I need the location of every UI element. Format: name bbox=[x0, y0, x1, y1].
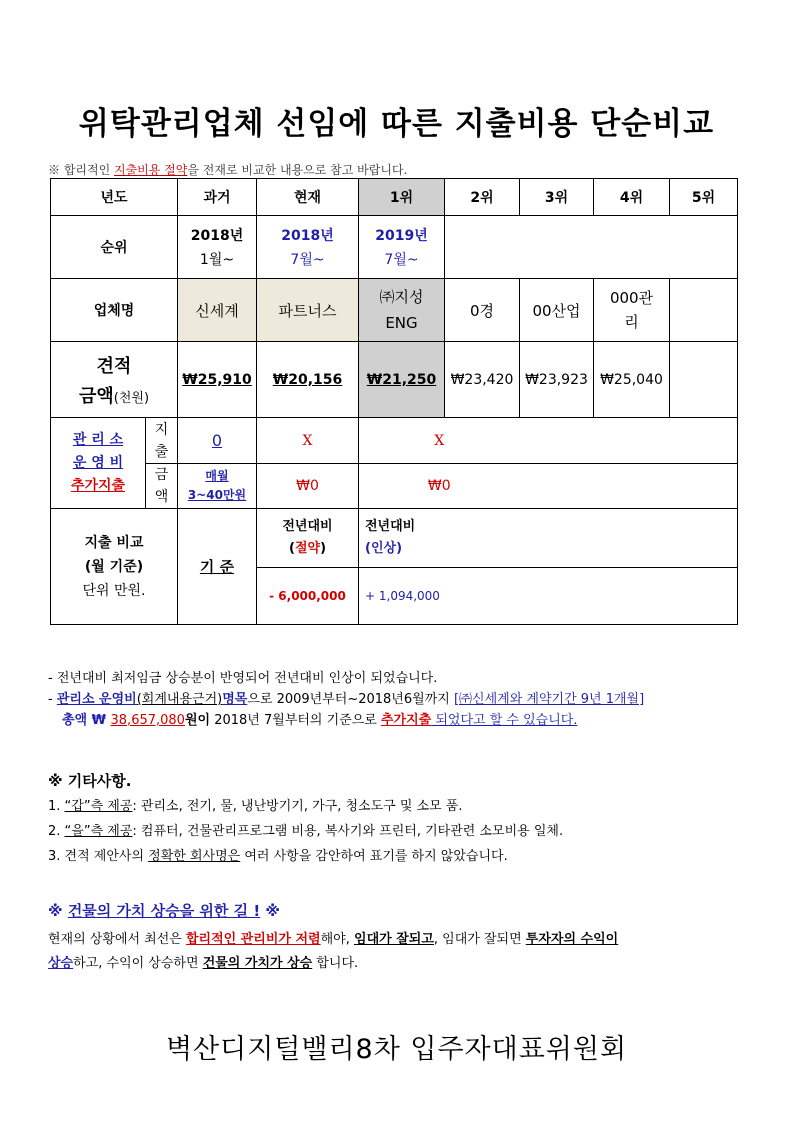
amount-past: 매월 3~40만원 bbox=[178, 464, 257, 509]
firm-label: 업체명 bbox=[51, 279, 178, 342]
compare-save-value: - 6,000,000 bbox=[257, 568, 359, 625]
page-title: 위탁관리업체 선임에 따른 지출비용 단순비교 bbox=[78, 106, 715, 142]
amount-empty bbox=[520, 464, 738, 509]
compare-save-label: 전년대비 (절약) bbox=[257, 509, 359, 568]
etc-list bbox=[48, 794, 563, 869]
etc-item-3: 3. 견적 제안사의 정확한 회사명은 여러 사항을 감안하여 표기를 하지 않았습니다. bbox=[48, 849, 508, 864]
extra-spend-row bbox=[51, 418, 738, 464]
bid-row bbox=[51, 342, 738, 418]
compare-label: 지출 비교 (월 기준) 단위 만원. bbox=[51, 509, 178, 625]
firm-current: 파트너스 bbox=[257, 279, 359, 342]
compare-base: 기 준 bbox=[178, 509, 257, 625]
col-second: 2위 bbox=[445, 179, 520, 216]
extra-amount-row bbox=[51, 464, 738, 509]
rank-empty bbox=[445, 216, 738, 279]
amount-current: ₩0 bbox=[257, 464, 359, 509]
etc-title: ※ 기타사항. bbox=[48, 772, 132, 790]
spend-empty bbox=[520, 418, 738, 464]
footer-signature: 벽산디지털밸리8차 입주자대표위원회 bbox=[165, 1034, 628, 1065]
notes bbox=[48, 668, 748, 731]
etc-item-1: 1. “갑”측 제공: 관리소, 전기, 물, 냉난방기기, 가구, 청소도구 및 소모 품. bbox=[48, 799, 463, 814]
firm-fifth bbox=[670, 279, 738, 342]
bid-label: 견적 금액(천원) bbox=[51, 342, 178, 418]
bid-third: ₩23,923 bbox=[520, 342, 594, 418]
bid-fifth bbox=[670, 342, 738, 418]
spend-current: X bbox=[257, 418, 359, 464]
etc-item-2: 2. “을”측 제공: 컴퓨터, 건물관리프로그램 비용, 복사기와 프린터, 기타관련 소모비용 일체. bbox=[48, 824, 564, 839]
col-first: 1위 bbox=[359, 179, 445, 216]
closing-paragraph: 현재의 상황에서 최선은 합리적인 관리비가 저렴해야, 임대가 잘되고, 임대가 잘되면 투자자의 수익이 상승하고, 수익이 상승하면 건물의 가치가 상승 합니다. bbox=[48, 932, 619, 971]
rank-label: 순위 bbox=[51, 216, 178, 279]
note-line-1: - 전년대비 최저임금 상승분이 반영되어 전년대비 인상이 되었습니다. bbox=[48, 671, 438, 686]
spend-first: X bbox=[359, 418, 520, 464]
year-label: 년도 bbox=[51, 179, 178, 216]
spend-label: 지 출 bbox=[146, 418, 178, 464]
firm-fourth: 000관 리 bbox=[594, 279, 670, 342]
firm-second: 0경 bbox=[445, 279, 520, 342]
firm-first: ㈜지성 ENG bbox=[359, 279, 445, 342]
rank-past: 2018년 1월~ bbox=[178, 216, 257, 279]
firm-past: 신세계 bbox=[178, 279, 257, 342]
header-row bbox=[51, 179, 738, 216]
bid-past: ₩25,910 bbox=[178, 342, 257, 418]
compare-raise-value: + 1,094,000 bbox=[359, 568, 738, 625]
bid-fourth: ₩25,040 bbox=[594, 342, 670, 418]
col-fourth: 4위 bbox=[594, 179, 670, 216]
col-past: 과거 bbox=[178, 179, 257, 216]
extra-label: 관 리 소 운 영 비 추가지출 bbox=[51, 418, 146, 509]
firm-row bbox=[51, 279, 738, 342]
note-line-3: 총액 ₩ 38,657,080원이 2018년 7월부터의 기준으로 추가지출 되었다고 할 수 있습니다. bbox=[62, 713, 578, 728]
spend-past: 0 bbox=[178, 418, 257, 464]
bid-first: ₩21,250 bbox=[359, 342, 445, 418]
col-third: 3위 bbox=[520, 179, 594, 216]
rank-row bbox=[51, 216, 738, 279]
amount-first: ₩0 bbox=[359, 464, 520, 509]
firm-third: 00산업 bbox=[520, 279, 594, 342]
comparison-table bbox=[50, 178, 738, 625]
note-line-2: - 관리소 운영비(회계내용근거)명목으로 2009년부터~2018년6월까지 [㈜신세계와 계약기간 9년 1개월] bbox=[48, 692, 645, 707]
amount-label: 금 액 bbox=[146, 464, 178, 509]
col-current: 현재 bbox=[257, 179, 359, 216]
slogan: ※ 건물의 가치 상승을 위한 길 ! ※ bbox=[48, 902, 280, 920]
rank-current: 2018년 7월~ bbox=[257, 216, 359, 279]
col-fifth: 5위 bbox=[670, 179, 738, 216]
bid-current: ₩20,156 bbox=[257, 342, 359, 418]
bid-second: ₩23,420 bbox=[445, 342, 520, 418]
compare-raise-label: 전년대비 (인상) bbox=[359, 509, 738, 568]
rank-first: 2019년 7월~ bbox=[359, 216, 445, 279]
top-note: ※ 합리적인 지출비용 절약을 전재로 비교한 내용으로 참고 바랍니다. bbox=[48, 163, 408, 177]
compare-row bbox=[51, 509, 738, 568]
